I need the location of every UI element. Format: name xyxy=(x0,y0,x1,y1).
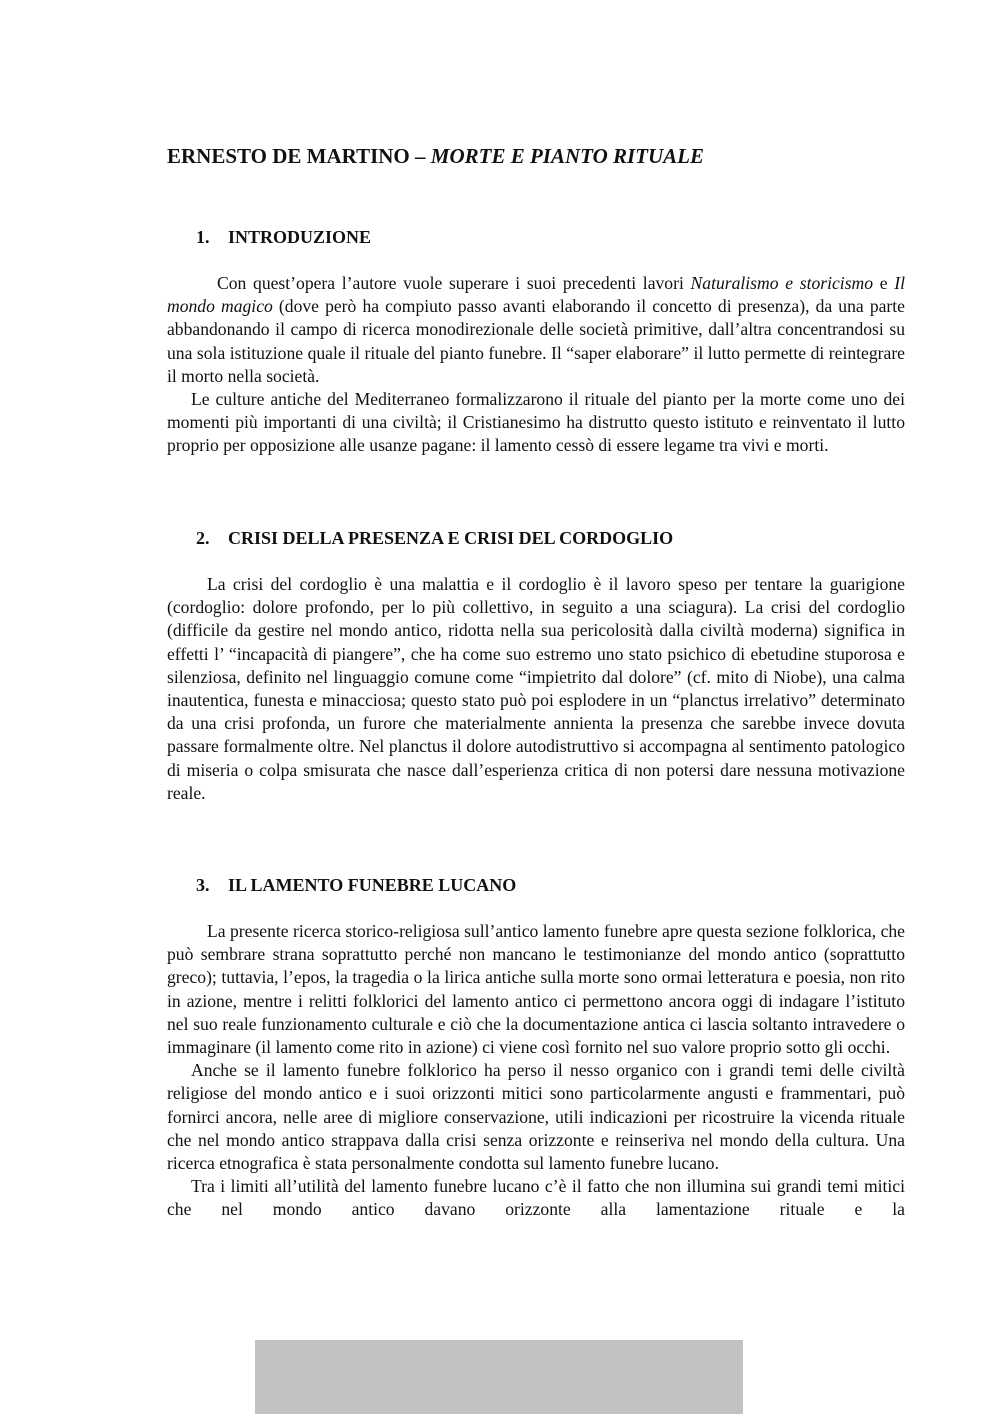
section-title: IL LAMENTO FUNEBRE LUCANO xyxy=(228,875,517,895)
section-heading-crisi xyxy=(196,528,673,549)
paragraph: La crisi del cordoglio è una malattia e il cordoglio è il lavoro speso per tentare la guarigione (cordoglio: dolore profondo, per lo più collettivo, in seguito a una sciagura). La crisi del cordoglio (difficile da gestire nel mondo antico, ridotta nella sua pericolosità dalla civiltà moderna) significa in effetti l’ “incapacità di piangere”, che ha come suo estremo uno stato psichico di ebetudine stuporosa e silenziosa, definito nel linguaggio comune come “impietrito dal dolore” (cf. mito di Niobe), una calma inautentica, funesta e minacciosa; questo stato può poi esplodere in un “planctus irrelativo” determinato da una crisi profonda, un furore che materialmente annienta la presenza che sarebbe invece dovuta passare formalmente oltre. Nel planctus il dolore autodistruttivo si accompagna al sentimento patologico di miseria o colpa smisurata che nasce dall’esperienza critica di non potersi dare nessuna motivazione reale. xyxy=(167,574,905,803)
paragraph: Tra i limiti all’utilità del lamento funebre lucano c’è il fatto che non illumina sui grandi temi mitici che nel mondo antico davano orizzonte alla lamentazione rituale e la xyxy=(167,1176,905,1220)
text-run: Con quest’opera l’autore vuole superare i suoi precedenti lavori xyxy=(217,273,691,293)
section-body-introduzione xyxy=(167,272,905,458)
footer-placeholder-bar xyxy=(255,1340,743,1414)
section-number: 3. xyxy=(196,875,210,895)
text-run: (dove però ha compiuto passo avanti elaborando il concetto di presenza), da una parte abbandonando il campo di ricerca monodirezionale delle società primitive, dall’altra concentrandosi su una sola istituzione quale il rituale del pianto funebre. Il “saper elaborare” il lutto permette di reintegrare il morto nella società. xyxy=(167,296,905,386)
section-heading-introduzione xyxy=(196,227,371,248)
work-title: Il mondo magico xyxy=(167,273,905,317)
section-title: INTRODUZIONE xyxy=(228,227,372,247)
section-title: CRISI DELLA PRESENZA E CRISI DEL CORDOGLIO xyxy=(228,528,674,548)
paragraph: La presente ricerca storico-religiosa sull’antico lamento funebre apre questa sezione folklorica, che può sembrare strana soprattutto perché non mancano le testimonianze del mondo antico (soprattutto greco); tuttavia, l’epos, la tragedia o la lirica antiche sulla morte sono ormai letteratura e poesia, non rito in azione, mentre i relitti folklorici del lamento antico ci permettono ancora oggi di indagare l’istituto nel suo reale funzionamento culturale e ciò che la documentazione antica ci lascia soltanto intravedere o immaginare (il lamento come rito in azione) ci viene così fornito nel suo valore proprio sotto gli occhi. xyxy=(167,921,905,1058)
title-author: ERNESTO DE MARTINO – xyxy=(167,144,431,168)
paragraph: Anche se il lamento funebre folklorico ha perso il nesso organico con i grandi temi delle civiltà religiose del mondo antico e i suoi orizzonti mitici sono particolarmente angusti e frammentari, può fornirci ancora, nelle aree di migliore conservazione, utili indicazioni per ricostruire la vicenda rituale che nel mondo antico strappava dalla crisi senza orizzonte e reinseriva nel mondo della cultura. Una ricerca etnografica è stata personalmente condotta sul lamento funebre lucano. xyxy=(167,1060,905,1174)
section-number: 1. xyxy=(196,227,210,247)
text-run: e xyxy=(873,273,895,293)
document-title xyxy=(167,144,704,169)
section-number: 2. xyxy=(196,528,210,548)
work-title: Naturalismo e storicismo xyxy=(690,273,874,293)
section-heading-lamento xyxy=(196,875,516,896)
section-body-lamento xyxy=(167,920,905,1222)
paragraph: Le culture antiche del Mediterraneo formalizzarono il rituale del pianto per la morte come uno dei momenti più importanti di una civiltà; il Cristianesimo ha distrutto questo istituto e reinventato il lutto proprio per opposizione alle usanze pagane: il lamento cessò di essere legame tra vivi e morti. xyxy=(167,389,905,456)
paragraph xyxy=(167,272,905,388)
title-work: MORTE E PIANTO RITUALE xyxy=(430,144,705,168)
section-body-crisi xyxy=(167,573,905,805)
